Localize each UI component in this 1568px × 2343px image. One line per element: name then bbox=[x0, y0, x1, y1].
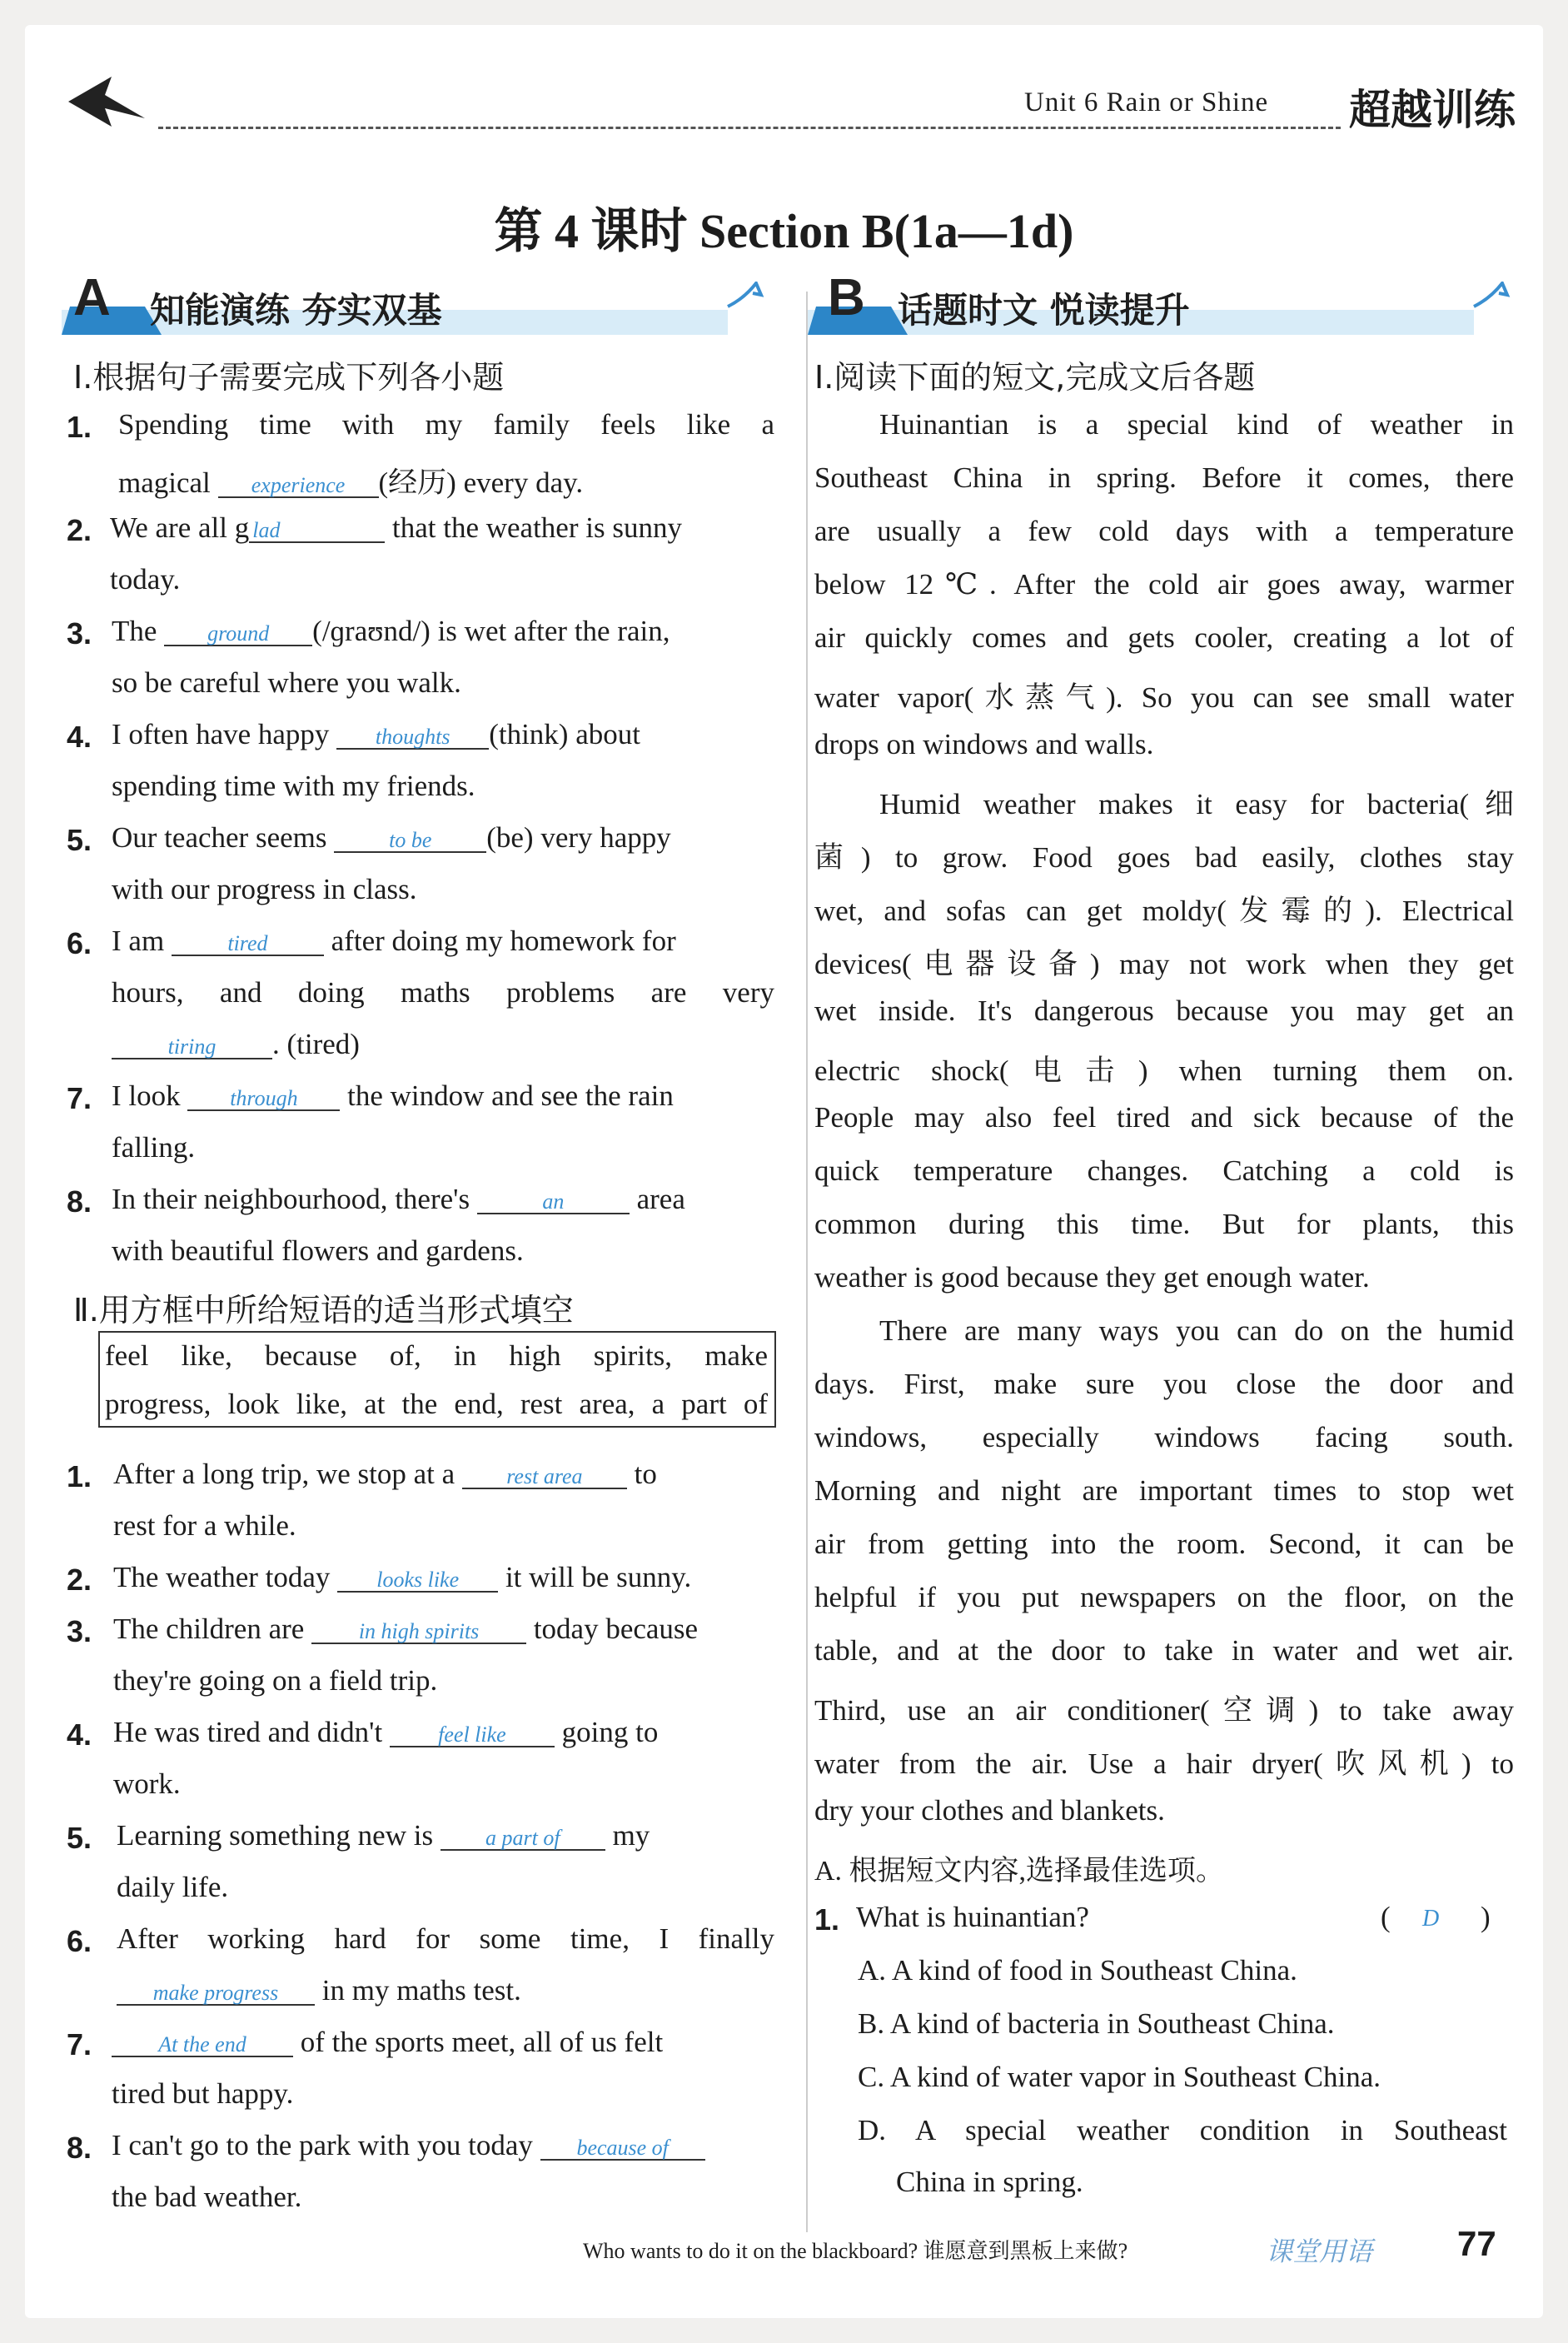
q8-answer-blank[interactable]: an bbox=[477, 1191, 630, 1214]
q1-answer-blank[interactable]: experience bbox=[218, 475, 379, 498]
p2-q8-text: I can't go to the park with you today bbox=[112, 2129, 540, 2161]
p2-q6-number: 6. bbox=[67, 1924, 92, 1958]
section-b-letter: B bbox=[828, 269, 865, 327]
passage-line: There are many ways you can do on the humid bbox=[879, 1314, 1514, 1347]
passage-line: Humid weather makes it easy for bacteria(细 bbox=[879, 788, 1514, 820]
workbook-page bbox=[25, 25, 1543, 2318]
part2-heading: Ⅱ.用方框中所给短语的适当形式填空 bbox=[73, 1292, 574, 1329]
passage-line: Huinantian is a special kind of weather in bbox=[879, 408, 1514, 441]
unit-title: Unit 6 Rain or Shine bbox=[1024, 87, 1269, 117]
p2-q4-answer-blank[interactable]: feel like bbox=[390, 1724, 555, 1747]
passage-line: Third, use an air conditioner(空调) to take away bbox=[814, 1694, 1514, 1727]
passage-line: air from getting into the room. Second, it can be bbox=[814, 1528, 1514, 1560]
p2-q1-number: 1. bbox=[67, 1459, 92, 1493]
q4-text-after: (think) about bbox=[489, 718, 640, 750]
q6-text-end: . (tired) bbox=[272, 1028, 360, 1060]
section-a-label: 知能演练 夯实双基 bbox=[150, 290, 442, 331]
q7-line2: falling. bbox=[112, 1131, 196, 1164]
q6-line1 bbox=[112, 925, 676, 958]
p2-q5-number: 5. bbox=[67, 1821, 92, 1855]
passage-line: wet, and sofas can get moldy(发霉的). Electrical bbox=[814, 895, 1514, 927]
p2-q7-line1 bbox=[112, 2026, 663, 2059]
p2-q7-answer-blank[interactable]: At the end bbox=[112, 2034, 293, 2057]
p2-q3-text: The children are bbox=[113, 1613, 312, 1645]
reading-heading: Ⅰ.阅读下面的短文,完成文后各题 bbox=[814, 359, 1256, 396]
p2-q3-text-after: today because bbox=[526, 1613, 699, 1645]
q2-text: We are all g bbox=[110, 511, 250, 544]
p2-q2-text-after: it will be sunny. bbox=[498, 1561, 692, 1593]
p2-q4-text-after: going to bbox=[554, 1716, 659, 1748]
q2-text-after: that the weather is sunny bbox=[385, 511, 682, 544]
q4-answer-blank[interactable]: thoughts bbox=[336, 726, 489, 750]
rq1-answer[interactable]: D bbox=[1422, 1906, 1440, 1932]
q6-line2: hours, and doing maths problems are very bbox=[112, 976, 774, 1009]
passage-line: common during this time. But for plants, this bbox=[814, 1208, 1514, 1240]
q6-text-after: after doing my homework for bbox=[323, 925, 676, 957]
q5-line1 bbox=[112, 821, 671, 855]
q1-number: 1. bbox=[67, 410, 92, 444]
phrase-box-line2: progress, look like, at the end, rest area, a part of bbox=[105, 1388, 768, 1420]
passage-line: Southeast China in spring. Before it comes, there bbox=[814, 461, 1514, 494]
q8-text-after: area bbox=[629, 1183, 685, 1215]
passage-line: helpful if you put newspapers on the floor, on the bbox=[814, 1581, 1514, 1613]
q3-text-after: (/ɡraʊnd/) is wet after the rain, bbox=[312, 615, 670, 647]
passage-line: wet inside. It's dangerous because you may get an bbox=[814, 995, 1514, 1027]
option-d[interactable]: D. A special weather condition in Southeast bbox=[858, 2114, 1507, 2146]
q8-line1 bbox=[112, 1183, 685, 1216]
p2-q8-answer-blank[interactable]: because of bbox=[540, 2137, 705, 2161]
q8-text: In their neighbourhood, there's bbox=[112, 1183, 477, 1215]
p2-q5-text-after: my bbox=[605, 1819, 650, 1852]
passage-line: dry your clothes and blankets. bbox=[814, 1794, 1165, 1827]
q3-line2: so be careful where you walk. bbox=[112, 666, 461, 699]
q2-number: 2. bbox=[67, 513, 92, 547]
passage-line: drops on windows and walls. bbox=[814, 728, 1154, 760]
footer-tag: 课堂用语 bbox=[1266, 2236, 1373, 2267]
q1-text: magical bbox=[118, 466, 218, 499]
p2-q6-text-after: in my maths test. bbox=[315, 1974, 521, 2007]
p2-q5-line2: daily life. bbox=[117, 1871, 229, 1903]
p2-q3-line2: they're going on a field trip. bbox=[113, 1664, 438, 1697]
q7-number: 7. bbox=[67, 1081, 92, 1115]
p2-q2-answer-blank[interactable]: looks like bbox=[337, 1569, 498, 1593]
q6-answer2-blank[interactable]: tiring bbox=[112, 1036, 272, 1059]
q3-text: The bbox=[112, 615, 165, 647]
passage-line: windows, especially windows facing south. bbox=[814, 1421, 1514, 1453]
rq1-number: 1. bbox=[814, 1902, 840, 1937]
footer-sentence: Who wants to do it on the blackboard? 谁愿意到黑板上来做? bbox=[583, 2239, 1128, 2263]
section-a-letter: A bbox=[73, 269, 111, 327]
p2-q8-line1 bbox=[112, 2129, 705, 2162]
passage-line: People may also feel tired and sick because of the bbox=[814, 1101, 1514, 1134]
p2-q1-line1 bbox=[113, 1458, 657, 1491]
passage-line: weather is good because they get enough water. bbox=[814, 1261, 1370, 1294]
passage-line: air quickly comes and gets cooler, creating a lot of bbox=[814, 621, 1514, 654]
p2-q4-number: 4. bbox=[67, 1717, 92, 1752]
p2-q3-line1 bbox=[113, 1613, 698, 1646]
p2-q1-text-after: to bbox=[626, 1458, 657, 1490]
p2-q6-line2 bbox=[117, 1974, 521, 2007]
q3-line1 bbox=[112, 615, 670, 648]
p2-q5-text: Learning something new is bbox=[117, 1819, 441, 1852]
q3-number: 3. bbox=[67, 616, 92, 651]
q7-answer-blank[interactable]: through bbox=[187, 1088, 340, 1111]
q4-text: I often have happy bbox=[112, 718, 337, 750]
q4-line1 bbox=[112, 718, 640, 751]
q5-answer-blank[interactable]: to be bbox=[334, 830, 486, 853]
passage-line: below 12℃. After the cold air goes away, warmer bbox=[814, 568, 1514, 601]
q3-answer-blank[interactable]: ground bbox=[164, 623, 312, 646]
p2-q6-line1: After working hard for some time, I finally bbox=[117, 1922, 774, 1955]
q1-line1: Spending time with my family feels like a bbox=[118, 408, 774, 441]
q2-line1 bbox=[110, 511, 682, 545]
task-a-instruction: A. 根据短文内容,选择最佳选项。 bbox=[814, 1856, 1225, 1887]
p2-q1-line2: rest for a while. bbox=[113, 1509, 296, 1542]
q2-line2: today. bbox=[110, 563, 181, 596]
q5-text-after: (be) very happy bbox=[486, 821, 671, 854]
passage-line: are usually a few cold days with a temperature bbox=[814, 515, 1514, 547]
passage-line: quick temperature changes. Catching a cold is bbox=[814, 1154, 1514, 1187]
q6-number: 6. bbox=[67, 926, 92, 960]
q8-line2: with beautiful flowers and gardens. bbox=[112, 1234, 524, 1267]
option-c[interactable]: C. A kind of water vapor in Southeast China. bbox=[858, 2061, 1381, 2093]
q2-answer-blank[interactable]: lad bbox=[249, 520, 385, 543]
passage-line: Morning and night are important times to stop wet bbox=[814, 1474, 1514, 1507]
phrase-box-line1: feel like, because of, in high spirits, make bbox=[105, 1339, 768, 1372]
p2-q1-answer-blank[interactable]: rest area bbox=[462, 1466, 627, 1489]
p2-q7-text-after: of the sports meet, all of us felt bbox=[293, 2026, 664, 2058]
page-title: 第 4 课时 Section B(1a—1d) bbox=[494, 204, 1074, 258]
q1-text-after: (经历) every day. bbox=[378, 466, 584, 499]
back-arrow-icon bbox=[62, 68, 153, 135]
p2-q6-answer-blank[interactable]: make progress bbox=[117, 1982, 315, 2006]
passage-line: electric shock(电击) when turning them on. bbox=[814, 1054, 1514, 1087]
rq1-paren-right: ) bbox=[1481, 1901, 1491, 1933]
option-d-cont: China in spring. bbox=[896, 2166, 1083, 2198]
p2-q4-line2: work. bbox=[113, 1767, 181, 1800]
q6-answer-blank[interactable]: tired bbox=[172, 933, 324, 956]
p2-q3-answer-blank[interactable]: in high spirits bbox=[311, 1621, 526, 1644]
p2-q1-text: After a long trip, we stop at a bbox=[113, 1458, 462, 1490]
p2-q2-number: 2. bbox=[67, 1563, 92, 1597]
q6-text: I am bbox=[112, 925, 172, 957]
q7-text-after: the window and see the rain bbox=[340, 1079, 674, 1112]
p2-q5-line1 bbox=[117, 1819, 650, 1852]
p2-q7-line2: tired but happy. bbox=[112, 2077, 294, 2110]
q5-text: Our teacher seems bbox=[112, 821, 335, 854]
q7-text: I look bbox=[112, 1079, 188, 1112]
q5-number: 5. bbox=[67, 823, 92, 857]
q6-line3 bbox=[112, 1028, 360, 1061]
passage-line: devices(电器设备) may not work when they get bbox=[814, 948, 1514, 980]
brand-title: 超越训练 bbox=[1349, 86, 1516, 134]
p2-q5-answer-blank[interactable]: a part of bbox=[441, 1827, 605, 1851]
rq1-paren-left: ( bbox=[1381, 1901, 1391, 1933]
q4-line2: spending time with my friends. bbox=[112, 770, 475, 802]
header-rule bbox=[158, 127, 1341, 129]
p2-q7-number: 7. bbox=[67, 2027, 92, 2061]
part1-heading: Ⅰ.根据句子需要完成下列各小题 bbox=[73, 359, 505, 396]
q5-line2: with our progress in class. bbox=[112, 873, 417, 905]
p2-q8-line2: the bad weather. bbox=[112, 2181, 302, 2213]
column-divider bbox=[806, 292, 808, 2232]
passage-line: 菌) to grow. Food goes bad easily, clothes stay bbox=[814, 841, 1514, 874]
q4-number: 4. bbox=[67, 720, 92, 754]
passage-line: water from the air. Use a hair dryer(吹风机) to bbox=[814, 1747, 1514, 1780]
passage-line: table, and at the door to take in water and wet air. bbox=[814, 1634, 1514, 1667]
section-b-label: 话题时文 悦读提升 bbox=[898, 290, 1190, 331]
q8-number: 8. bbox=[67, 1184, 92, 1219]
q1-line2 bbox=[118, 460, 583, 501]
option-a[interactable]: A. A kind of food in Southeast China. bbox=[858, 1954, 1297, 1987]
p2-q3-number: 3. bbox=[67, 1614, 92, 1648]
rq1-text: What is huinantian? bbox=[856, 1901, 1089, 1933]
p2-q4-line1 bbox=[113, 1716, 658, 1749]
p2-q4-text: He was tired and didn't bbox=[113, 1716, 390, 1748]
passage-line: days. First, make sure you close the door and bbox=[814, 1368, 1514, 1400]
option-b[interactable]: B. A kind of bacteria in Southeast China. bbox=[858, 2007, 1335, 2040]
p2-q2-line1 bbox=[113, 1561, 691, 1594]
p2-q2-text: The weather today bbox=[113, 1561, 338, 1593]
page-number: 77 bbox=[1457, 2224, 1496, 2263]
passage-line: water vapor(水蒸气). So you can see small water bbox=[814, 681, 1514, 714]
p2-q8-number: 8. bbox=[67, 2131, 92, 2165]
q7-line1 bbox=[112, 1079, 674, 1113]
